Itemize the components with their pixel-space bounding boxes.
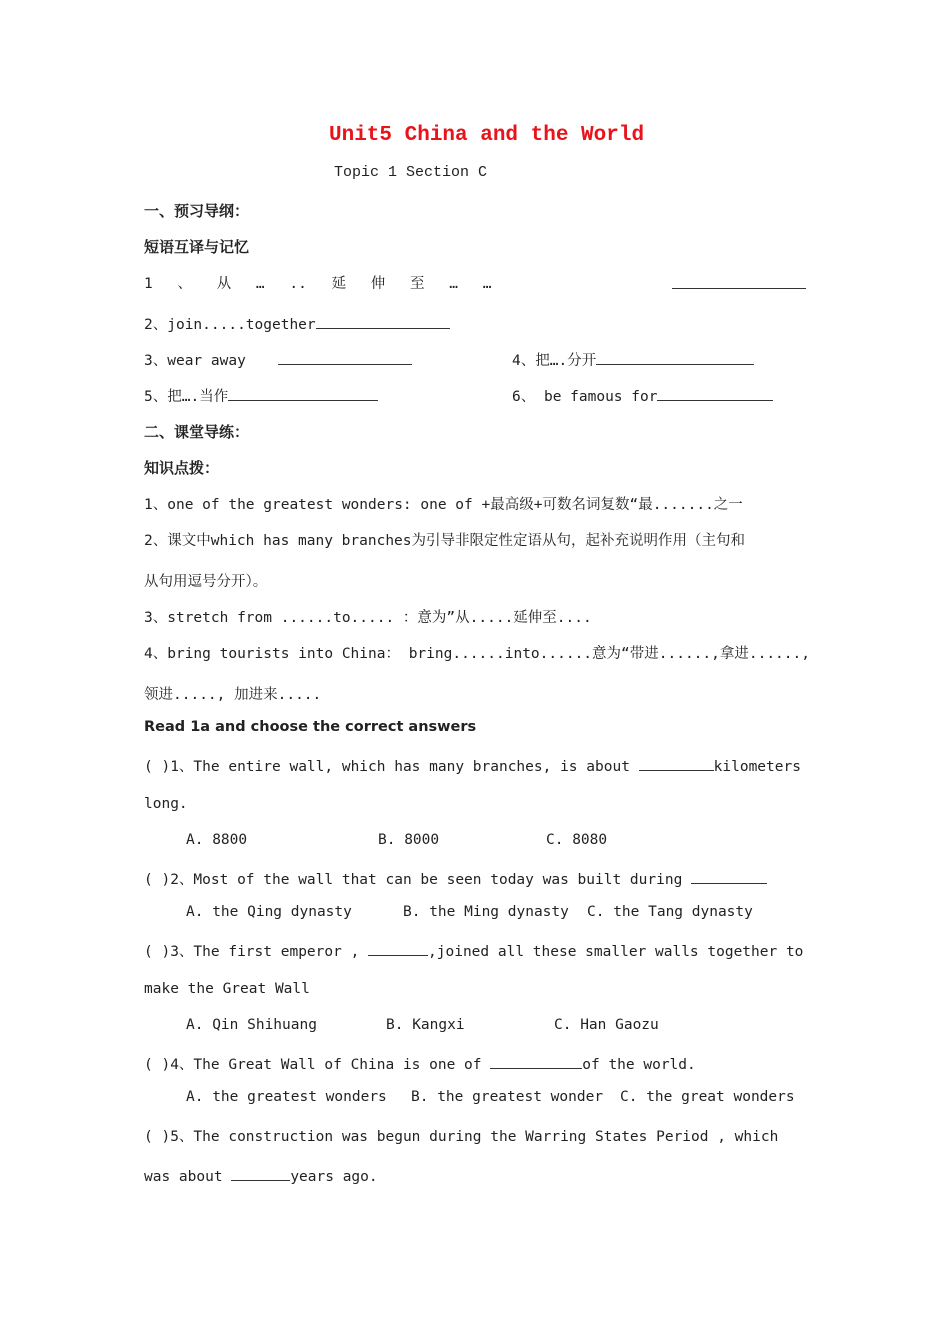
phrase-item-1: 1 、 从 … .. 延 伸 至 … … [144,276,492,292]
question-1-blank[interactable] [639,756,714,771]
question-2-option-b[interactable]: B. the Ming dynasty [403,904,569,920]
question-2-blank[interactable] [691,869,767,884]
question-1: ( )1、The entire wall, which has many branches, is about kilometers [144,755,801,776]
section-heading-classroom: 二、课堂导练： [144,423,250,441]
note-4: 4、bring tourists into China： bring......into......意为“带进......,拿进......, [144,646,810,662]
question-3-continued: make the Great Wall [144,981,310,997]
question-5-continued: was about years ago. [144,1166,378,1185]
question-4-option-b[interactable]: B. the greatest wonder [411,1089,604,1105]
question-4-option-c[interactable]: C. the great wonders [620,1089,795,1105]
question-1-option-a[interactable]: A. 8800 [186,832,248,848]
question-2-option-c[interactable]: C. the Tang dynasty [587,904,753,920]
phrase-blank-2[interactable] [316,314,450,329]
phrase-blank-4[interactable] [596,350,754,365]
question-3-option-a[interactable]: A. Qin Shihuang [186,1017,317,1033]
question-4-option-a[interactable]: A. the greatest wonders [186,1089,387,1105]
phrase-item-3: 3、wear away [144,353,246,369]
question-3-option-c[interactable]: C. Han Gaozu [554,1017,659,1033]
note-2: 2、课文中which has many branches为引导非限定性定语从句，起补充说明作用（主句和 [144,533,746,549]
question-5-blank[interactable] [231,1166,290,1181]
phrase-blank-1[interactable] [672,274,806,293]
question-4: ( )4、The Great Wall of China is one of of the world. [144,1053,696,1074]
answer-bracket-5[interactable]: ( ) [144,1129,171,1145]
section-heading-preview: 一、预习导纲： [144,202,250,220]
question-5: ( )5、The construction was begun during the Warring States Period , which [144,1129,779,1145]
phrase-item-6: 6、 be famous for [512,385,773,406]
question-3-option-b[interactable]: B. Kangxi [386,1017,465,1033]
phrase-item-4: 4、把….分开 [512,349,754,370]
phrase-blank-6[interactable] [657,386,773,401]
note-4-continued: 领进....., 加进来..... [144,687,322,703]
page-subtitle: Topic 1 Section C [334,164,488,181]
question-1-option-c[interactable]: C. 8080 [546,832,608,848]
question-1-continued: long. [144,796,188,812]
answer-bracket-4[interactable]: ( ) [144,1057,171,1073]
phrase-item-5: 5、把….当作 [144,385,378,406]
section-subheading-phrases: 短语互译与记忆 [144,238,250,256]
note-2-continued: 从句用逗号分开）。 [144,574,268,590]
phrase-item-2: 2、join.....together [144,313,450,334]
question-2: ( )2、Most of the wall that can be seen today was built during [144,868,767,889]
answer-bracket-1[interactable]: ( ) [144,759,171,775]
answer-bracket-3[interactable]: ( ) [144,944,171,960]
note-3: 3、stretch from ......to..... ：意为”从.....延伸至.... [144,610,592,626]
section-subheading-knowledge: 知识点拨： [144,459,220,477]
reading-heading: Read 1a and choose the correct answers [144,719,477,735]
page-title: Unit5 China and the World [329,124,645,147]
answer-bracket-2[interactable]: ( ) [144,872,171,888]
question-4-blank[interactable] [490,1054,582,1069]
phrase-blank-5[interactable] [228,386,378,401]
question-3-blank[interactable] [368,941,428,956]
question-3: ( )3、The first emperor , ,joined all these smaller walls together to [144,940,803,961]
note-1: 1、one of the greatest wonders: one of +最高级+可数名词复数“最.......之一 [144,497,743,513]
question-2-option-a[interactable]: A. the Qing dynasty [186,904,352,920]
phrase-blank-3[interactable] [278,350,412,369]
question-1-option-b[interactable]: B. 8000 [378,832,440,848]
